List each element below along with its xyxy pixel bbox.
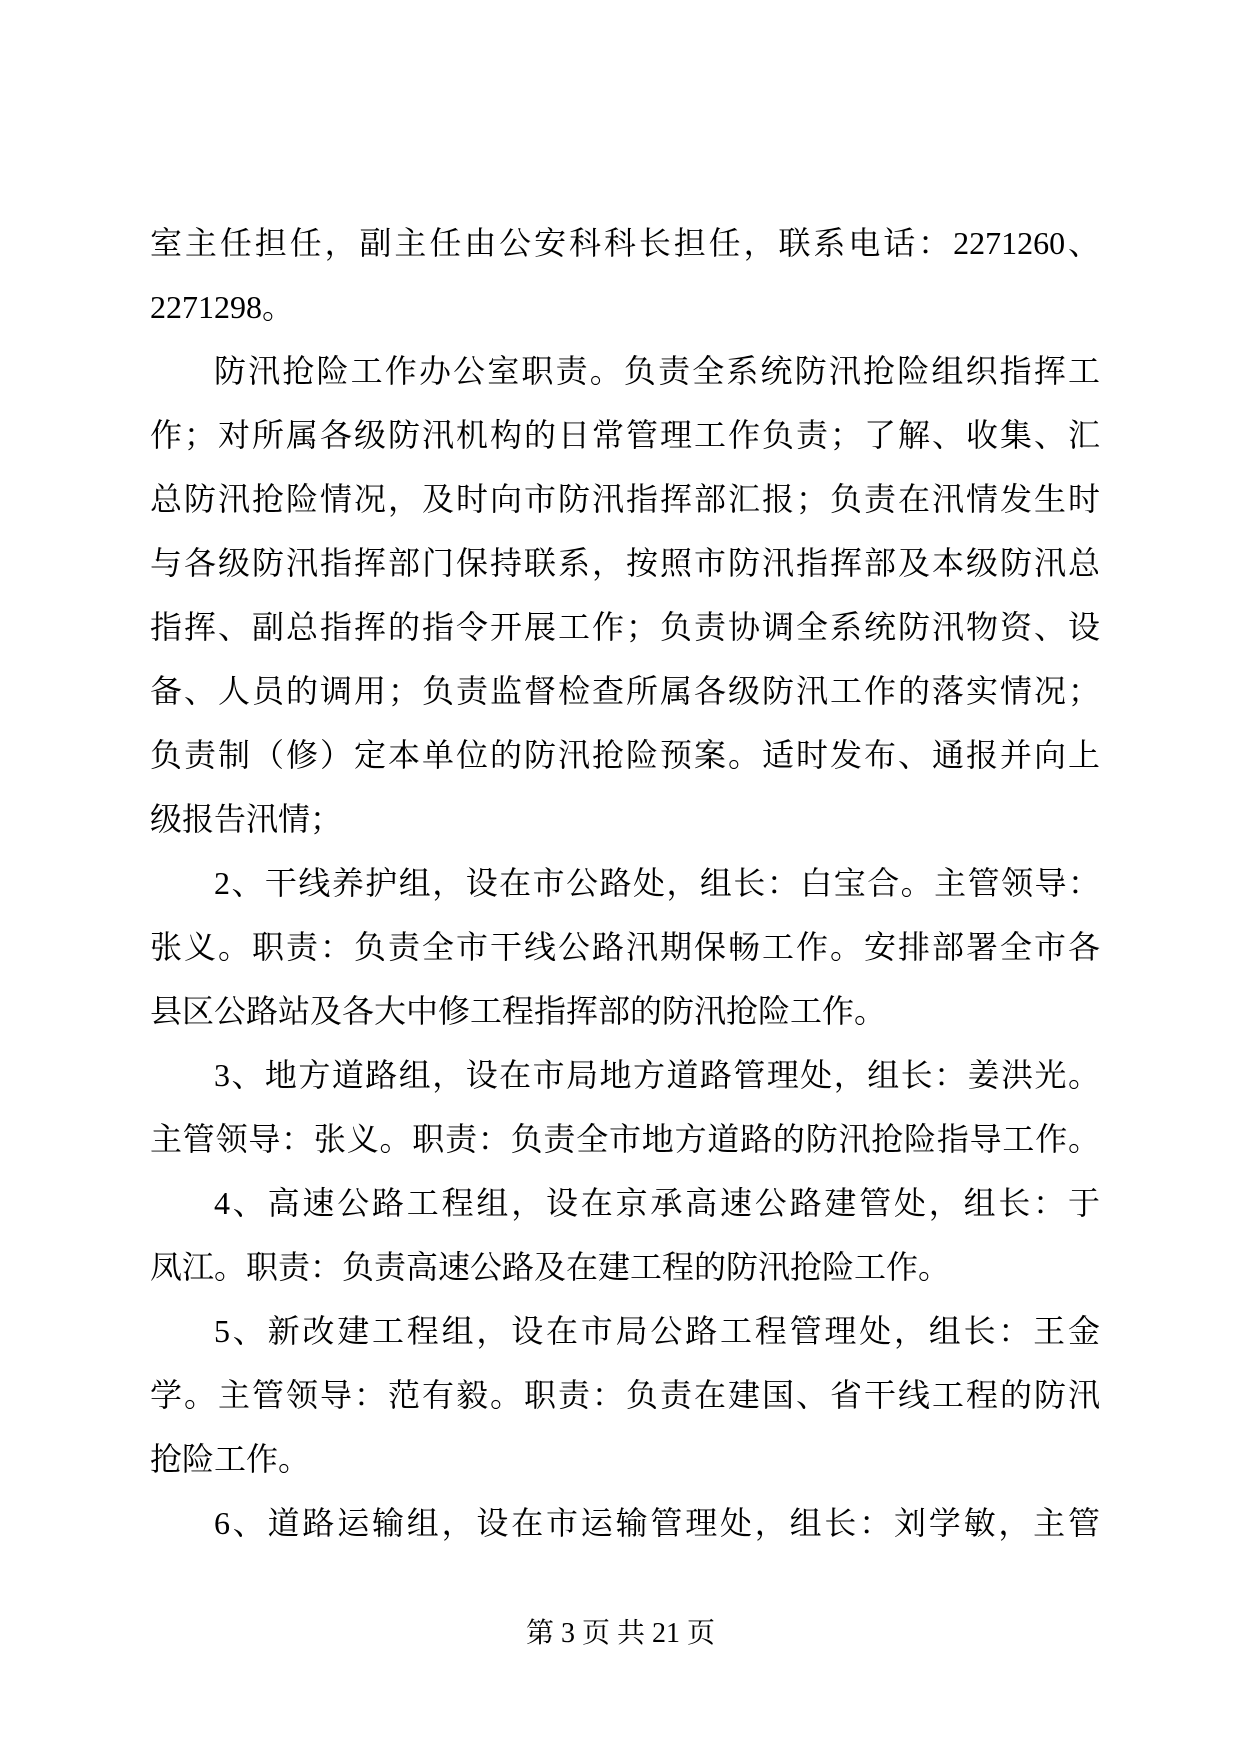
text-line: 学。主管领导：范有毅。职责：负责在建国、省干线工程的防汛 xyxy=(150,1377,1100,1413)
text-line: 5、新改建工程组，设在市局公路工程管理处，组长：王金 xyxy=(214,1313,1100,1349)
text-line: 凤江。职责：负责高速公路及在建工程的防汛抢险工作。 xyxy=(150,1249,951,1285)
text-line: 3、地方道路组，设在市局地方道路管理处，组长：姜洪光。 xyxy=(214,1057,1100,1093)
text-line: 抢险工作。 xyxy=(150,1441,311,1477)
text-line: 级报告汛情； xyxy=(150,801,343,837)
text-line: 室主任担任，副主任由公安科科长担任，联系电话：2271260、 xyxy=(150,225,1100,261)
text-line: 指挥、副总指挥的指令开展工作；负责协调全系统防汛物资、设 xyxy=(150,609,1100,645)
text-line: 4、高速公路工程组，设在京承高速公路建管处，组长：于 xyxy=(214,1185,1100,1221)
document-body xyxy=(150,211,1100,1555)
text-line: 张义。职责：负责全市干线公路汛期保畅工作。安排部署全市各 xyxy=(150,929,1100,965)
text-line: 2、干线养护组，设在市公路处，组长：白宝合。主管领导： xyxy=(214,865,1100,901)
text-line: 作；对所属各级防汛机构的日常管理工作负责；了解、收集、汇 xyxy=(150,417,1100,453)
text-line: 县区公路站及各大中修工程指挥部的防汛抢险工作。 xyxy=(150,993,887,1029)
text-line: 主管领导：张义。职责：负责全市地方道路的防汛抢险指导工作。 xyxy=(150,1121,1100,1157)
text-line: 6、道路运输组，设在市运输管理处，组长：刘学敏，主管 xyxy=(214,1505,1100,1541)
text-line: 与各级防汛指挥部门保持联系，按照市防汛指挥部及本级防汛总 xyxy=(150,545,1100,581)
text-line: 总防汛抢险情况，及时向市防汛指挥部汇报；负责在汛情发生时 xyxy=(150,481,1100,517)
page-number-label: 第 3 页 共 21 页 xyxy=(525,1618,715,1649)
page-footer xyxy=(0,1612,1241,1656)
text-line: 2271298。 xyxy=(150,289,295,325)
text-line: 负责制（修）定本单位的防汛抢险预案。适时发布、通报并向上 xyxy=(150,737,1100,773)
text-line: 备、人员的调用；负责监督检查所属各级防汛工作的落实情况； xyxy=(150,673,1100,709)
text-line: 防汛抢险工作办公室职责。负责全系统防汛抢险组织指挥工 xyxy=(214,353,1100,389)
